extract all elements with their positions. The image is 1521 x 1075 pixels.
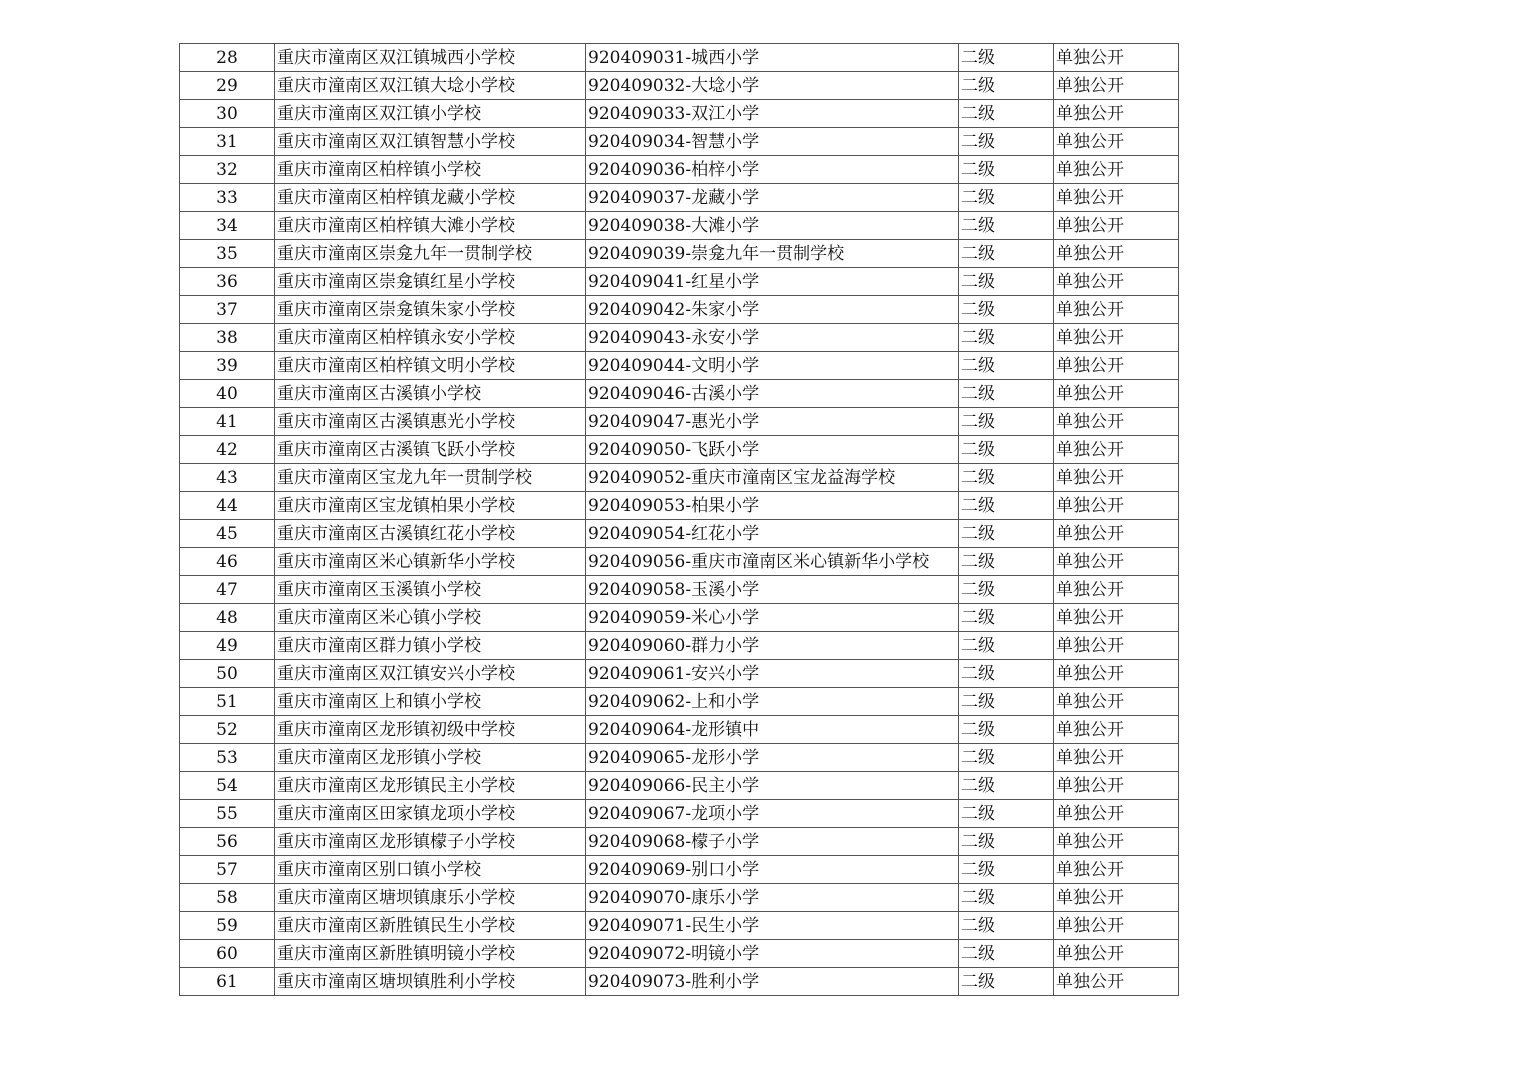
row-number-cell: 45 bbox=[180, 520, 275, 548]
table-row bbox=[180, 716, 1179, 744]
table-row bbox=[180, 296, 1179, 324]
table-row bbox=[180, 744, 1179, 772]
table-row bbox=[180, 184, 1179, 212]
row-number-cell: 36 bbox=[180, 268, 275, 296]
publish-mode-cell: 单独公开 bbox=[1054, 380, 1179, 408]
level-cell: 二级 bbox=[959, 44, 1054, 72]
school-code-cell: 920409066-民主小学 bbox=[586, 772, 959, 800]
school-code-cell: 920409070-康乐小学 bbox=[586, 884, 959, 912]
school-name-cell: 重庆市潼南区双江镇大埝小学校 bbox=[275, 72, 586, 100]
table-row bbox=[180, 212, 1179, 240]
table-row bbox=[180, 408, 1179, 436]
row-number-cell: 59 bbox=[180, 912, 275, 940]
row-number-cell: 37 bbox=[180, 296, 275, 324]
school-name-cell: 重庆市潼南区龙形镇檬子小学校 bbox=[275, 828, 586, 856]
table-row bbox=[180, 240, 1179, 268]
level-cell: 二级 bbox=[959, 716, 1054, 744]
school-code-cell: 920409059-米心小学 bbox=[586, 604, 959, 632]
row-number-cell: 54 bbox=[180, 772, 275, 800]
school-code-cell: 920409073-胜利小学 bbox=[586, 968, 959, 996]
level-cell: 二级 bbox=[959, 408, 1054, 436]
school-name-cell: 重庆市潼南区新胜镇民生小学校 bbox=[275, 912, 586, 940]
row-number-cell: 49 bbox=[180, 632, 275, 660]
level-cell: 二级 bbox=[959, 436, 1054, 464]
publish-mode-cell: 单独公开 bbox=[1054, 212, 1179, 240]
school-code-cell: 920409034-智慧小学 bbox=[586, 128, 959, 156]
table-row bbox=[180, 380, 1179, 408]
table-row bbox=[180, 688, 1179, 716]
school-code-cell: 920409071-民生小学 bbox=[586, 912, 959, 940]
school-name-cell: 重庆市潼南区双江镇智慧小学校 bbox=[275, 128, 586, 156]
school-code-cell: 920409037-龙藏小学 bbox=[586, 184, 959, 212]
row-number-cell: 53 bbox=[180, 744, 275, 772]
school-code-cell: 920409050-飞跃小学 bbox=[586, 436, 959, 464]
level-cell: 二级 bbox=[959, 604, 1054, 632]
table-row bbox=[180, 72, 1179, 100]
school-code-cell: 920409060-群力小学 bbox=[586, 632, 959, 660]
level-cell: 二级 bbox=[959, 492, 1054, 520]
school-name-cell: 重庆市潼南区米心镇小学校 bbox=[275, 604, 586, 632]
table-row bbox=[180, 856, 1179, 884]
school-name-cell: 重庆市潼南区崇龛镇朱家小学校 bbox=[275, 296, 586, 324]
school-name-cell: 重庆市潼南区柏梓镇文明小学校 bbox=[275, 352, 586, 380]
publish-mode-cell: 单独公开 bbox=[1054, 436, 1179, 464]
level-cell: 二级 bbox=[959, 912, 1054, 940]
school-code-cell: 920409067-龙项小学 bbox=[586, 800, 959, 828]
school-code-cell: 920409068-檬子小学 bbox=[586, 828, 959, 856]
row-number-cell: 42 bbox=[180, 436, 275, 464]
school-name-cell: 重庆市潼南区柏梓镇龙藏小学校 bbox=[275, 184, 586, 212]
school-name-cell: 重庆市潼南区双江镇城西小学校 bbox=[275, 44, 586, 72]
table-row bbox=[180, 156, 1179, 184]
publish-mode-cell: 单独公开 bbox=[1054, 492, 1179, 520]
school-name-cell: 重庆市潼南区塘坝镇康乐小学校 bbox=[275, 884, 586, 912]
table-row bbox=[180, 576, 1179, 604]
level-cell: 二级 bbox=[959, 72, 1054, 100]
school-code-cell: 920409053-柏果小学 bbox=[586, 492, 959, 520]
publish-mode-cell: 单独公开 bbox=[1054, 268, 1179, 296]
school-code-cell: 920409058-玉溪小学 bbox=[586, 576, 959, 604]
school-name-cell: 重庆市潼南区崇龛九年一贯制学校 bbox=[275, 240, 586, 268]
row-number-cell: 51 bbox=[180, 688, 275, 716]
school-name-cell: 重庆市潼南区田家镇龙项小学校 bbox=[275, 800, 586, 828]
table-row bbox=[180, 604, 1179, 632]
school-code-cell: 920409061-安兴小学 bbox=[586, 660, 959, 688]
row-number-cell: 38 bbox=[180, 324, 275, 352]
publish-mode-cell: 单独公开 bbox=[1054, 604, 1179, 632]
school-name-cell: 重庆市潼南区塘坝镇胜利小学校 bbox=[275, 968, 586, 996]
level-cell: 二级 bbox=[959, 688, 1054, 716]
row-number-cell: 35 bbox=[180, 240, 275, 268]
school-name-cell: 重庆市潼南区龙形镇初级中学校 bbox=[275, 716, 586, 744]
school-code-cell: 920409054-红花小学 bbox=[586, 520, 959, 548]
row-number-cell: 61 bbox=[180, 968, 275, 996]
school-code-cell: 920409072-明镜小学 bbox=[586, 940, 959, 968]
school-name-cell: 重庆市潼南区崇龛镇红星小学校 bbox=[275, 268, 586, 296]
publish-mode-cell: 单独公开 bbox=[1054, 296, 1179, 324]
row-number-cell: 40 bbox=[180, 380, 275, 408]
school-name-cell: 重庆市潼南区新胜镇明镜小学校 bbox=[275, 940, 586, 968]
level-cell: 二级 bbox=[959, 380, 1054, 408]
school-code-cell: 920409047-惠光小学 bbox=[586, 408, 959, 436]
table-body bbox=[180, 44, 1179, 996]
school-code-cell: 920409056-重庆市潼南区米心镇新华小学校 bbox=[586, 548, 959, 576]
row-number-cell: 28 bbox=[180, 44, 275, 72]
row-number-cell: 48 bbox=[180, 604, 275, 632]
publish-mode-cell: 单独公开 bbox=[1054, 856, 1179, 884]
publish-mode-cell: 单独公开 bbox=[1054, 828, 1179, 856]
level-cell: 二级 bbox=[959, 884, 1054, 912]
table-row bbox=[180, 884, 1179, 912]
level-cell: 二级 bbox=[959, 520, 1054, 548]
school-list-table bbox=[179, 43, 1179, 996]
school-name-cell: 重庆市潼南区古溪镇小学校 bbox=[275, 380, 586, 408]
level-cell: 二级 bbox=[959, 828, 1054, 856]
publish-mode-cell: 单独公开 bbox=[1054, 408, 1179, 436]
level-cell: 二级 bbox=[959, 184, 1054, 212]
row-number-cell: 56 bbox=[180, 828, 275, 856]
level-cell: 二级 bbox=[959, 772, 1054, 800]
row-number-cell: 39 bbox=[180, 352, 275, 380]
row-number-cell: 44 bbox=[180, 492, 275, 520]
table-row bbox=[180, 772, 1179, 800]
school-name-cell: 重庆市潼南区米心镇新华小学校 bbox=[275, 548, 586, 576]
school-code-cell: 920409033-双江小学 bbox=[586, 100, 959, 128]
table-row bbox=[180, 268, 1179, 296]
row-number-cell: 41 bbox=[180, 408, 275, 436]
level-cell: 二级 bbox=[959, 968, 1054, 996]
table-row bbox=[180, 44, 1179, 72]
level-cell: 二级 bbox=[959, 744, 1054, 772]
publish-mode-cell: 单独公开 bbox=[1054, 716, 1179, 744]
publish-mode-cell: 单独公开 bbox=[1054, 940, 1179, 968]
school-name-cell: 重庆市潼南区古溪镇惠光小学校 bbox=[275, 408, 586, 436]
row-number-cell: 31 bbox=[180, 128, 275, 156]
school-name-cell: 重庆市潼南区龙形镇民主小学校 bbox=[275, 772, 586, 800]
row-number-cell: 47 bbox=[180, 576, 275, 604]
level-cell: 二级 bbox=[959, 212, 1054, 240]
row-number-cell: 55 bbox=[180, 800, 275, 828]
school-name-cell: 重庆市潼南区上和镇小学校 bbox=[275, 688, 586, 716]
school-code-cell: 920409031-城西小学 bbox=[586, 44, 959, 72]
school-code-cell: 920409032-大埝小学 bbox=[586, 72, 959, 100]
level-cell: 二级 bbox=[959, 240, 1054, 268]
level-cell: 二级 bbox=[959, 660, 1054, 688]
row-number-cell: 58 bbox=[180, 884, 275, 912]
row-number-cell: 43 bbox=[180, 464, 275, 492]
level-cell: 二级 bbox=[959, 324, 1054, 352]
row-number-cell: 50 bbox=[180, 660, 275, 688]
school-code-cell: 920409039-崇龛九年一贯制学校 bbox=[586, 240, 959, 268]
school-name-cell: 重庆市潼南区古溪镇飞跃小学校 bbox=[275, 436, 586, 464]
table-row bbox=[180, 800, 1179, 828]
publish-mode-cell: 单独公开 bbox=[1054, 156, 1179, 184]
school-name-cell: 重庆市潼南区宝龙镇柏果小学校 bbox=[275, 492, 586, 520]
table-row bbox=[180, 828, 1179, 856]
publish-mode-cell: 单独公开 bbox=[1054, 352, 1179, 380]
publish-mode-cell: 单独公开 bbox=[1054, 128, 1179, 156]
school-name-cell: 重庆市潼南区宝龙九年一贯制学校 bbox=[275, 464, 586, 492]
level-cell: 二级 bbox=[959, 296, 1054, 324]
row-number-cell: 33 bbox=[180, 184, 275, 212]
level-cell: 二级 bbox=[959, 548, 1054, 576]
table-row bbox=[180, 660, 1179, 688]
row-number-cell: 34 bbox=[180, 212, 275, 240]
school-name-cell: 重庆市潼南区柏梓镇小学校 bbox=[275, 156, 586, 184]
publish-mode-cell: 单独公开 bbox=[1054, 44, 1179, 72]
table-row bbox=[180, 940, 1179, 968]
table-row bbox=[180, 324, 1179, 352]
school-name-cell: 重庆市潼南区龙形镇小学校 bbox=[275, 744, 586, 772]
publish-mode-cell: 单独公开 bbox=[1054, 240, 1179, 268]
level-cell: 二级 bbox=[959, 464, 1054, 492]
school-code-cell: 920409036-柏梓小学 bbox=[586, 156, 959, 184]
table-row bbox=[180, 548, 1179, 576]
publish-mode-cell: 单独公开 bbox=[1054, 912, 1179, 940]
school-name-cell: 重庆市潼南区双江镇安兴小学校 bbox=[275, 660, 586, 688]
school-code-cell: 920409041-红星小学 bbox=[586, 268, 959, 296]
school-code-cell: 920409042-朱家小学 bbox=[586, 296, 959, 324]
publish-mode-cell: 单独公开 bbox=[1054, 184, 1179, 212]
level-cell: 二级 bbox=[959, 632, 1054, 660]
level-cell: 二级 bbox=[959, 100, 1054, 128]
row-number-cell: 60 bbox=[180, 940, 275, 968]
publish-mode-cell: 单独公开 bbox=[1054, 632, 1179, 660]
publish-mode-cell: 单独公开 bbox=[1054, 800, 1179, 828]
table-row bbox=[180, 436, 1179, 464]
publish-mode-cell: 单独公开 bbox=[1054, 744, 1179, 772]
publish-mode-cell: 单独公开 bbox=[1054, 464, 1179, 492]
level-cell: 二级 bbox=[959, 576, 1054, 604]
school-code-cell: 920409044-文明小学 bbox=[586, 352, 959, 380]
table-row bbox=[180, 128, 1179, 156]
table-row bbox=[180, 520, 1179, 548]
level-cell: 二级 bbox=[959, 856, 1054, 884]
school-code-cell: 920409064-龙形镇中 bbox=[586, 716, 959, 744]
row-number-cell: 29 bbox=[180, 72, 275, 100]
row-number-cell: 57 bbox=[180, 856, 275, 884]
level-cell: 二级 bbox=[959, 352, 1054, 380]
level-cell: 二级 bbox=[959, 156, 1054, 184]
school-code-cell: 920409062-上和小学 bbox=[586, 688, 959, 716]
publish-mode-cell: 单独公开 bbox=[1054, 548, 1179, 576]
row-number-cell: 52 bbox=[180, 716, 275, 744]
school-code-cell: 920409046-古溪小学 bbox=[586, 380, 959, 408]
table-row bbox=[180, 464, 1179, 492]
publish-mode-cell: 单独公开 bbox=[1054, 324, 1179, 352]
table-row bbox=[180, 352, 1179, 380]
publish-mode-cell: 单独公开 bbox=[1054, 576, 1179, 604]
level-cell: 二级 bbox=[959, 940, 1054, 968]
school-name-cell: 重庆市潼南区玉溪镇小学校 bbox=[275, 576, 586, 604]
school-name-cell: 重庆市潼南区双江镇小学校 bbox=[275, 100, 586, 128]
publish-mode-cell: 单独公开 bbox=[1054, 520, 1179, 548]
school-name-cell: 重庆市潼南区群力镇小学校 bbox=[275, 632, 586, 660]
school-code-cell: 920409052-重庆市潼南区宝龙益海学校 bbox=[586, 464, 959, 492]
publish-mode-cell: 单独公开 bbox=[1054, 660, 1179, 688]
publish-mode-cell: 单独公开 bbox=[1054, 72, 1179, 100]
publish-mode-cell: 单独公开 bbox=[1054, 884, 1179, 912]
school-name-cell: 重庆市潼南区柏梓镇大滩小学校 bbox=[275, 212, 586, 240]
table-row bbox=[180, 100, 1179, 128]
level-cell: 二级 bbox=[959, 128, 1054, 156]
publish-mode-cell: 单独公开 bbox=[1054, 688, 1179, 716]
level-cell: 二级 bbox=[959, 268, 1054, 296]
row-number-cell: 30 bbox=[180, 100, 275, 128]
row-number-cell: 32 bbox=[180, 156, 275, 184]
row-number-cell: 46 bbox=[180, 548, 275, 576]
school-name-cell: 重庆市潼南区别口镇小学校 bbox=[275, 856, 586, 884]
table-row bbox=[180, 632, 1179, 660]
level-cell: 二级 bbox=[959, 800, 1054, 828]
school-name-cell: 重庆市潼南区柏梓镇永安小学校 bbox=[275, 324, 586, 352]
school-code-cell: 920409065-龙形小学 bbox=[586, 744, 959, 772]
publish-mode-cell: 单独公开 bbox=[1054, 968, 1179, 996]
school-code-cell: 920409038-大滩小学 bbox=[586, 212, 959, 240]
table-row bbox=[180, 492, 1179, 520]
table-row bbox=[180, 968, 1179, 996]
table-row bbox=[180, 912, 1179, 940]
publish-mode-cell: 单独公开 bbox=[1054, 772, 1179, 800]
school-code-cell: 920409043-永安小学 bbox=[586, 324, 959, 352]
publish-mode-cell: 单独公开 bbox=[1054, 100, 1179, 128]
school-code-cell: 920409069-别口小学 bbox=[586, 856, 959, 884]
school-name-cell: 重庆市潼南区古溪镇红花小学校 bbox=[275, 520, 586, 548]
